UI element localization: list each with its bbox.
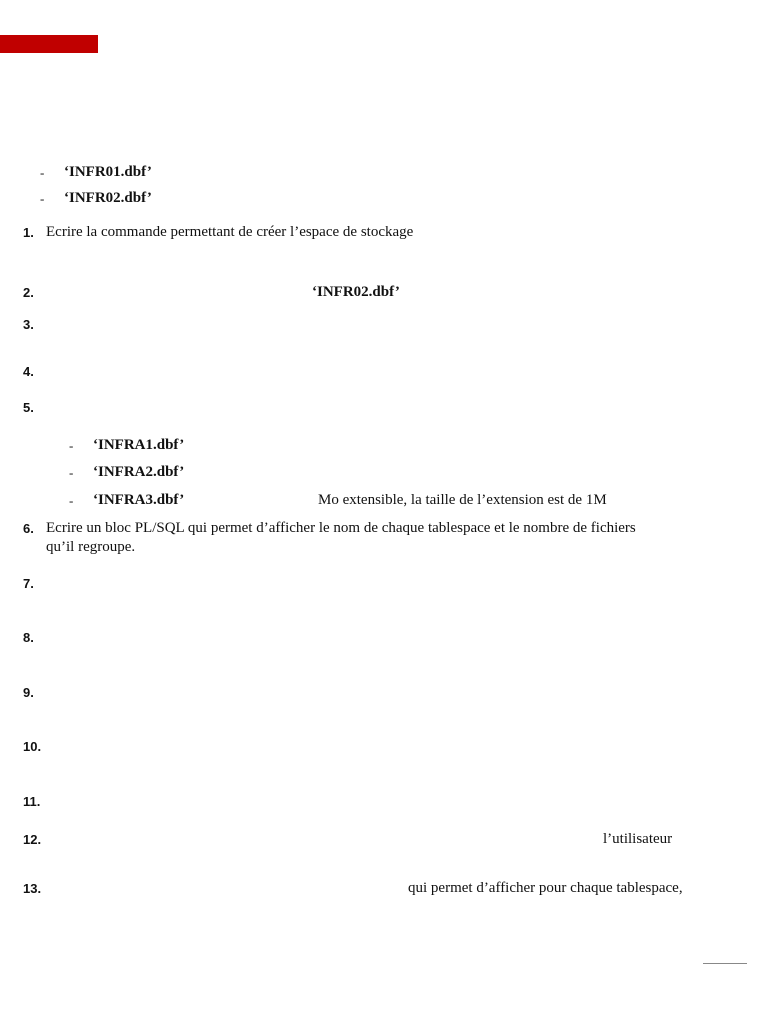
file-name-infr02: ‘INFR02.dbf’	[64, 190, 152, 206]
list-bullet: -	[40, 191, 45, 206]
question-text-6-line2: qu’il regroupe.	[46, 539, 136, 555]
question-number-7: 7.	[23, 576, 34, 591]
question-text-2: ‘INFR02.dbf’	[312, 284, 400, 300]
list-bullet: -	[69, 493, 74, 508]
question-number-6: 6.	[23, 521, 34, 536]
header-accent-bar	[0, 35, 98, 53]
question-text-6-line1: Ecrire un bloc PL/SQL qui permet d’afficher le nom de chaque tablespace et le nombre de fichiers	[46, 520, 636, 536]
question-number-2: 2.	[23, 285, 34, 300]
file-name-infra3: ‘INFRA3.dbf’	[93, 492, 185, 508]
question-text-12: l’utilisateur	[603, 831, 673, 847]
question-number-5: 5.	[23, 400, 34, 415]
question-number-1: 1.	[23, 225, 34, 240]
list-bullet: -	[69, 465, 74, 480]
file-name-infr01: ‘INFR01.dbf’	[64, 164, 152, 180]
question-number-3: 3.	[23, 317, 34, 332]
footer-rule	[703, 963, 747, 964]
file-name-infra2: ‘INFRA2.dbf’	[93, 464, 185, 480]
question-number-10: 10.	[23, 739, 42, 754]
file-name-infra1: ‘INFRA1.dbf’	[93, 437, 185, 453]
question-text-13: qui permet d’afficher pour chaque tablespace,	[408, 880, 683, 896]
question-number-9: 9.	[23, 685, 34, 700]
question-number-4: 4.	[23, 364, 34, 379]
infra3-size-note: Mo extensible, la taille de l’extension est de 1M	[318, 492, 607, 508]
question-number-11: 11.	[23, 794, 41, 809]
list-bullet: -	[69, 438, 74, 453]
question-text-1: Ecrire la commande permettant de créer l’espace de stockage	[46, 224, 414, 240]
question-number-8: 8.	[23, 630, 34, 645]
question-number-13: 13.	[23, 881, 42, 896]
question-number-12: 12.	[23, 832, 42, 847]
list-bullet: -	[40, 165, 45, 180]
